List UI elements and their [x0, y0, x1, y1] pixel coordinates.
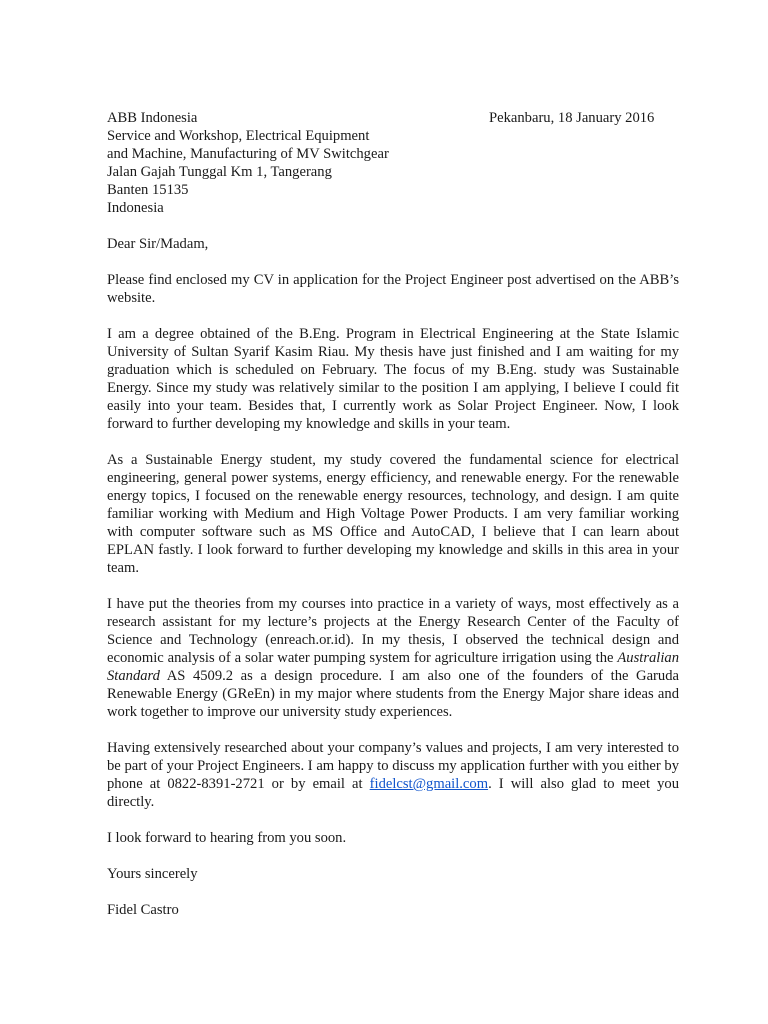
email-link[interactable]: fidelcst@gmail.com: [369, 776, 489, 792]
paragraph-closing-remark: I look forward to hearing from you soon.: [107, 830, 347, 846]
recipient-line: Banten 15135: [107, 182, 189, 198]
australian-standard-text: Australian Standard: [107, 650, 679, 684]
paragraph-contact: [107, 739, 679, 811]
letter-date: Pekanbaru, 18 January 2016: [489, 110, 655, 126]
paragraph-experience: [107, 595, 679, 721]
recipient-line: ABB Indonesia: [107, 110, 198, 126]
paragraph-contact-text: Having extensively researched about your company’s values and projects, I am very interested to be part of your Project Engineers. I am happy to discuss my application further with you either by phone at 0822-8391-2721 or by email at: [107, 740, 679, 792]
paragraph-experience-text: AS 4509.2 as a design procedure. I am also one of the founders of the Garuda Renewable Energy (GReEn) in my major where students from the Energy Major share ideas and work together to improve our university study experiences.: [107, 668, 679, 720]
signature-name: Fidel Castro: [107, 902, 179, 918]
paragraph-skills: As a Sustainable Energy student, my study covered the fundamental science for electrical engineering, general power systems, energy efficiency, and renewable energy. For the renewable energy topics, I focused on the renewable energy resources, technology, and design. I am quite familiar working with Medium and High Voltage Power Products. I am very familiar working with computer software such as MS Office and AutoCAD, I believe that I can learn about EPLAN fastly. I look forward to further developing my knowledge and skills in this area in your team.: [107, 452, 679, 576]
salutation: Dear Sir/Madam,: [107, 236, 209, 252]
closing: Yours sincerely: [107, 866, 198, 882]
letter-page: [107, 109, 679, 919]
recipient-line: Jalan Gajah Tunggal Km 1, Tangerang: [107, 164, 332, 180]
paragraph-experience-text: I have put the theories from my courses into practice in a variety of ways, most effectively as a research assistant for my lecture’s projects at the Energy Research Center of the Faculty of Science and Technology (enreach.or.id). In my thesis, I observed the technical design and economic analysis of a solar water pumping system for agriculture irrigation using the: [107, 596, 679, 666]
letter-header: [107, 109, 679, 217]
paragraph-education: I am a degree obtained of the B.Eng. Program in Electrical Engineering at the State Islamic University of Sultan Syarif Kasim Riau. My thesis have just finished and I am waiting for my graduation which is scheduled on February. The focus of my B.Eng. study was Sustainable Energy. Since my study was relatively similar to the position I am applying, I believe I could fit easily into your team. Besides that, I currently work as Solar Project Engineer. Now, I look forward to further developing my knowledge and skills in your team.: [107, 326, 679, 432]
recipient-line: and Machine, Manufacturing of MV Switchgear: [107, 146, 389, 162]
paragraph-contact-text: . I will also glad to meet you directly.: [107, 776, 679, 810]
recipient-line: Service and Workshop, Electrical Equipment: [107, 128, 370, 144]
recipient-line: Indonesia: [107, 200, 164, 216]
paragraph-intro: Please find enclosed my CV in application for the Project Engineer post advertised on the ABB’s website.: [107, 272, 679, 306]
